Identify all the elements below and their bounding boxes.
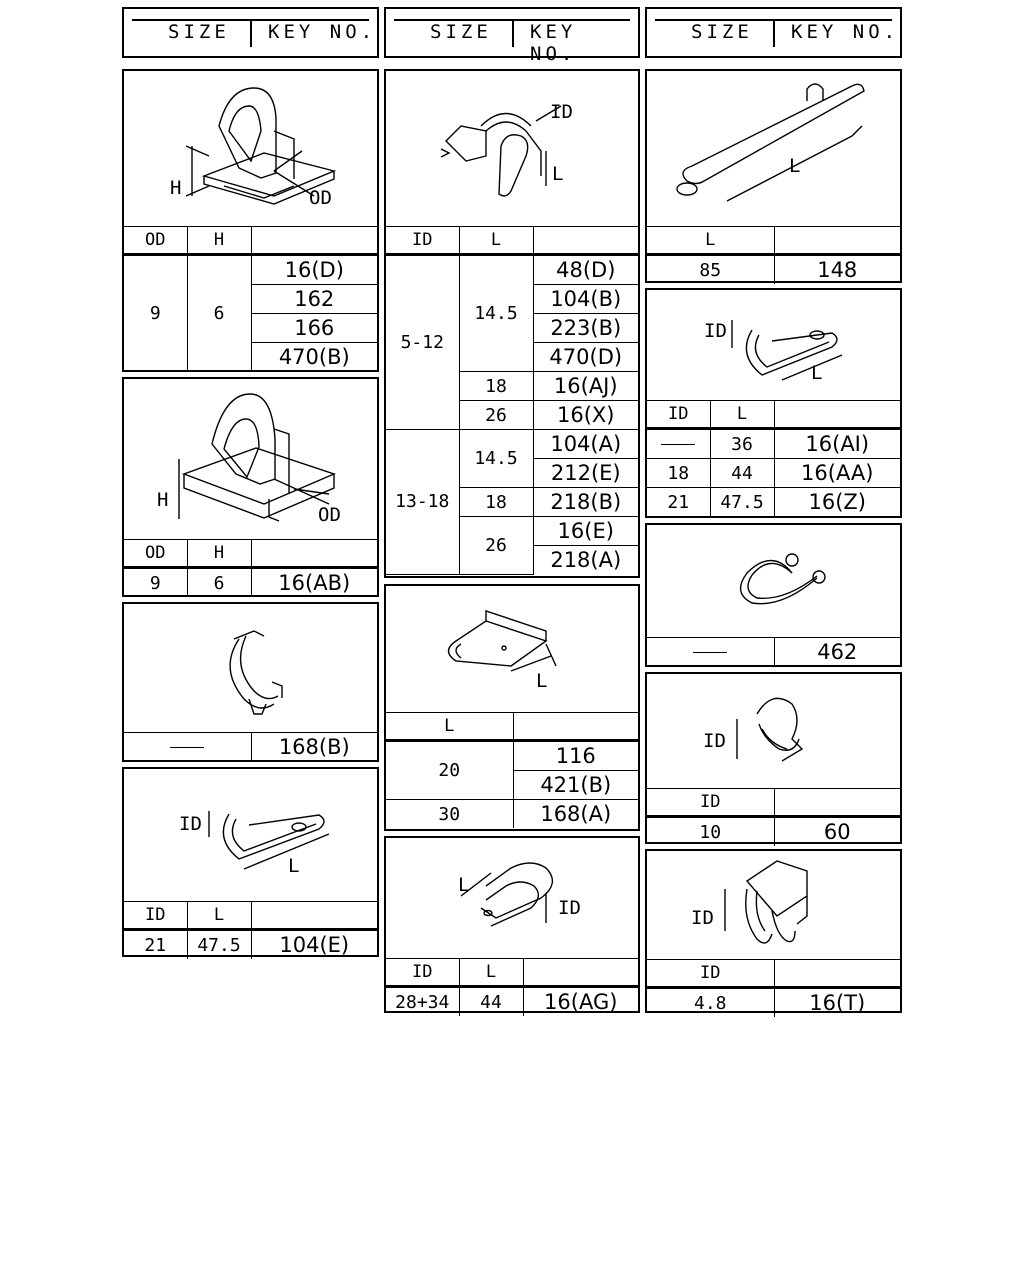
col-header-id: ID xyxy=(647,960,774,988)
l-value: 36 xyxy=(710,429,774,459)
id-l-bracket-part xyxy=(384,69,640,578)
l-value: 20 xyxy=(386,741,513,800)
spec-table xyxy=(124,902,377,959)
key-number: 16(AJ) xyxy=(533,372,638,401)
key-number: 16(AB) xyxy=(251,568,377,598)
id-value: 21 xyxy=(647,488,710,517)
harness-clamp-part xyxy=(122,602,379,762)
key-number: 168(A) xyxy=(513,800,638,829)
col-header-l: L xyxy=(459,959,523,987)
l-dimension-label: L xyxy=(789,155,801,177)
l-value: 14.5 xyxy=(459,430,533,488)
col-header-l: L xyxy=(710,401,774,429)
l-dimension-label: L xyxy=(458,874,470,896)
l-value: 26 xyxy=(459,401,533,430)
l-value: 18 xyxy=(459,488,533,517)
edge-clip-illustration xyxy=(647,674,900,788)
key-number: 16(AI) xyxy=(774,429,900,459)
key-number: 162 xyxy=(251,285,377,314)
col-header-key xyxy=(774,227,900,255)
key-no-header: KEY NO. xyxy=(791,21,900,43)
clip-drawing xyxy=(124,379,377,540)
key-number: 218(A) xyxy=(533,546,638,575)
l-dimension-label: L xyxy=(536,670,548,692)
l-value: 44 xyxy=(459,987,523,1017)
long-strap-illustration xyxy=(647,71,900,226)
c-clamp-illustration xyxy=(124,604,377,732)
col-header-key xyxy=(533,227,638,255)
id-dimension-label: ID xyxy=(558,897,581,919)
col-header-h: H xyxy=(187,227,251,255)
l-strap-part xyxy=(645,69,902,283)
id-value: 28+34 xyxy=(386,987,459,1017)
h-dimension-label: H xyxy=(170,177,182,199)
spec-table xyxy=(647,638,900,666)
key-no-header: KEY NO. xyxy=(268,21,377,43)
col-header-l: L xyxy=(647,227,774,255)
spec-table xyxy=(647,401,900,516)
id-value: 4.8 xyxy=(647,988,774,1018)
id-dimension-label: ID xyxy=(704,320,727,342)
id-dimension-label: ID xyxy=(703,730,726,752)
size-header: SIZE xyxy=(430,21,492,43)
clip-drawing xyxy=(647,71,900,227)
clip-drawing xyxy=(647,851,900,960)
id-clip-part xyxy=(645,672,902,844)
key-number: 148 xyxy=(774,255,900,285)
key-number: 223(B) xyxy=(533,314,638,343)
col-header-key xyxy=(523,959,638,987)
col-header-id: ID xyxy=(647,789,774,817)
col-header-key xyxy=(251,227,377,255)
od-dimension-label: OD xyxy=(318,504,341,526)
col-header-od: OD xyxy=(124,540,187,568)
tab-clip-illustration xyxy=(386,586,638,712)
col-header-key xyxy=(774,401,900,429)
clip-drawing xyxy=(647,525,900,638)
clip-drawing xyxy=(647,674,900,789)
key-number: 16(Z) xyxy=(774,488,900,517)
l-tab-clip-part xyxy=(384,584,640,831)
key-number: 462 xyxy=(774,638,900,666)
id-dimension-label: ID xyxy=(550,101,573,123)
id-dimension-label: ID xyxy=(691,907,714,929)
id-value: 10 xyxy=(647,817,774,847)
key-number: 470(B) xyxy=(251,343,377,372)
clip-drawing xyxy=(647,290,900,401)
header-size-key-col1 xyxy=(122,7,379,58)
spec-table xyxy=(386,959,638,1016)
wire-loop-part xyxy=(645,523,902,667)
spec-table xyxy=(124,540,377,597)
id-range-value: 5-12 xyxy=(386,255,459,430)
clip-drawing xyxy=(124,71,377,227)
id-empty xyxy=(647,429,710,459)
l-value: 85 xyxy=(647,255,774,285)
spec-table xyxy=(386,227,638,575)
key-number: 218(B) xyxy=(533,488,638,517)
loop-clip-illustration xyxy=(124,769,377,901)
twin-clip-illustration xyxy=(647,851,900,959)
key-number: 48(D) xyxy=(533,255,638,285)
id-value: 18 xyxy=(647,459,710,488)
key-number: 166 xyxy=(251,314,377,343)
od-value: 9 xyxy=(124,255,187,372)
header-size-key-col3 xyxy=(645,7,902,58)
col-header-key xyxy=(774,789,900,817)
size-header: SIZE xyxy=(691,21,753,43)
l-dimension-label: L xyxy=(552,163,564,185)
spec-table xyxy=(647,789,900,846)
clip-od-h-part-2 xyxy=(122,377,379,597)
l-dimension-label: L xyxy=(811,362,823,384)
clip-drawing xyxy=(124,769,377,902)
id-l-clip-part-2 xyxy=(645,288,902,518)
col-header-l: L xyxy=(459,227,533,255)
key-number: 16(AG) xyxy=(523,987,638,1017)
key-number: 104(B) xyxy=(533,285,638,314)
col-header-id: ID xyxy=(386,227,459,255)
l-value: 18 xyxy=(459,372,533,401)
l-value: 30 xyxy=(386,800,513,829)
clip-drawing xyxy=(386,586,638,713)
key-number: 116 xyxy=(513,741,638,771)
key-no-header: KEY NO. xyxy=(530,21,577,65)
l-value: 14.5 xyxy=(459,255,533,372)
col-header-h: H xyxy=(187,540,251,568)
key-number: 16(D) xyxy=(251,255,377,285)
key-number: 470(D) xyxy=(533,343,638,372)
key-number: 168(B) xyxy=(251,733,377,761)
id-l-clip-part xyxy=(122,767,379,957)
size-empty xyxy=(124,733,251,761)
size-empty xyxy=(647,638,774,666)
clip-drawing xyxy=(386,838,638,959)
spec-table xyxy=(124,227,377,372)
header-size-key-col2 xyxy=(384,7,640,65)
key-number: 16(AA) xyxy=(774,459,900,488)
clip-drawing xyxy=(386,71,638,227)
spec-table xyxy=(647,227,900,284)
col-header-key xyxy=(251,902,377,930)
id-range-value: 13-18 xyxy=(386,430,459,575)
key-number: 16(E) xyxy=(533,517,638,546)
key-number: 104(A) xyxy=(533,430,638,459)
col-header-l: L xyxy=(386,713,513,741)
strap-clamp-illustration xyxy=(386,838,638,958)
l-value: 44 xyxy=(710,459,774,488)
key-number: 60 xyxy=(774,817,900,847)
col-header-key xyxy=(513,713,638,741)
id-clip-part-2 xyxy=(645,849,902,1013)
l-value: 26 xyxy=(459,517,533,575)
od-value: 9 xyxy=(124,568,187,598)
size-header: SIZE xyxy=(168,21,230,43)
h-value: 6 xyxy=(187,255,251,372)
od-dimension-label: OD xyxy=(309,187,332,209)
bracket-clip-illustration xyxy=(386,71,638,226)
col-header-id: ID xyxy=(386,959,459,987)
key-number: 212(E) xyxy=(533,459,638,488)
clip-od-h-part xyxy=(122,69,379,372)
loop-clip-illustration xyxy=(647,290,900,400)
l-dimension-label: L xyxy=(288,855,300,877)
col-header-key xyxy=(774,960,900,988)
col-header-l: L xyxy=(187,902,251,930)
l-value: 47.5 xyxy=(710,488,774,517)
h-dimension-label: H xyxy=(157,489,169,511)
key-number: 16(X) xyxy=(533,401,638,430)
id-l-strap-part xyxy=(384,836,640,1013)
key-number: 104(E) xyxy=(251,930,377,960)
key-number: 421(B) xyxy=(513,771,638,800)
spec-table xyxy=(124,733,377,761)
l-value: 47.5 xyxy=(187,930,251,960)
col-header-id: ID xyxy=(124,902,187,930)
spec-table xyxy=(386,713,638,828)
h-value: 6 xyxy=(187,568,251,598)
col-header-key xyxy=(251,540,377,568)
spec-table xyxy=(647,960,900,1017)
id-dimension-label: ID xyxy=(179,813,202,835)
col-header-od: OD xyxy=(124,227,187,255)
col-header-id: ID xyxy=(647,401,710,429)
id-value: 21 xyxy=(124,930,187,960)
key-number: 16(T) xyxy=(774,988,900,1018)
push-clip-illustration xyxy=(124,71,377,226)
wire-loop-illustration xyxy=(647,525,900,637)
clip-drawing xyxy=(124,604,377,733)
